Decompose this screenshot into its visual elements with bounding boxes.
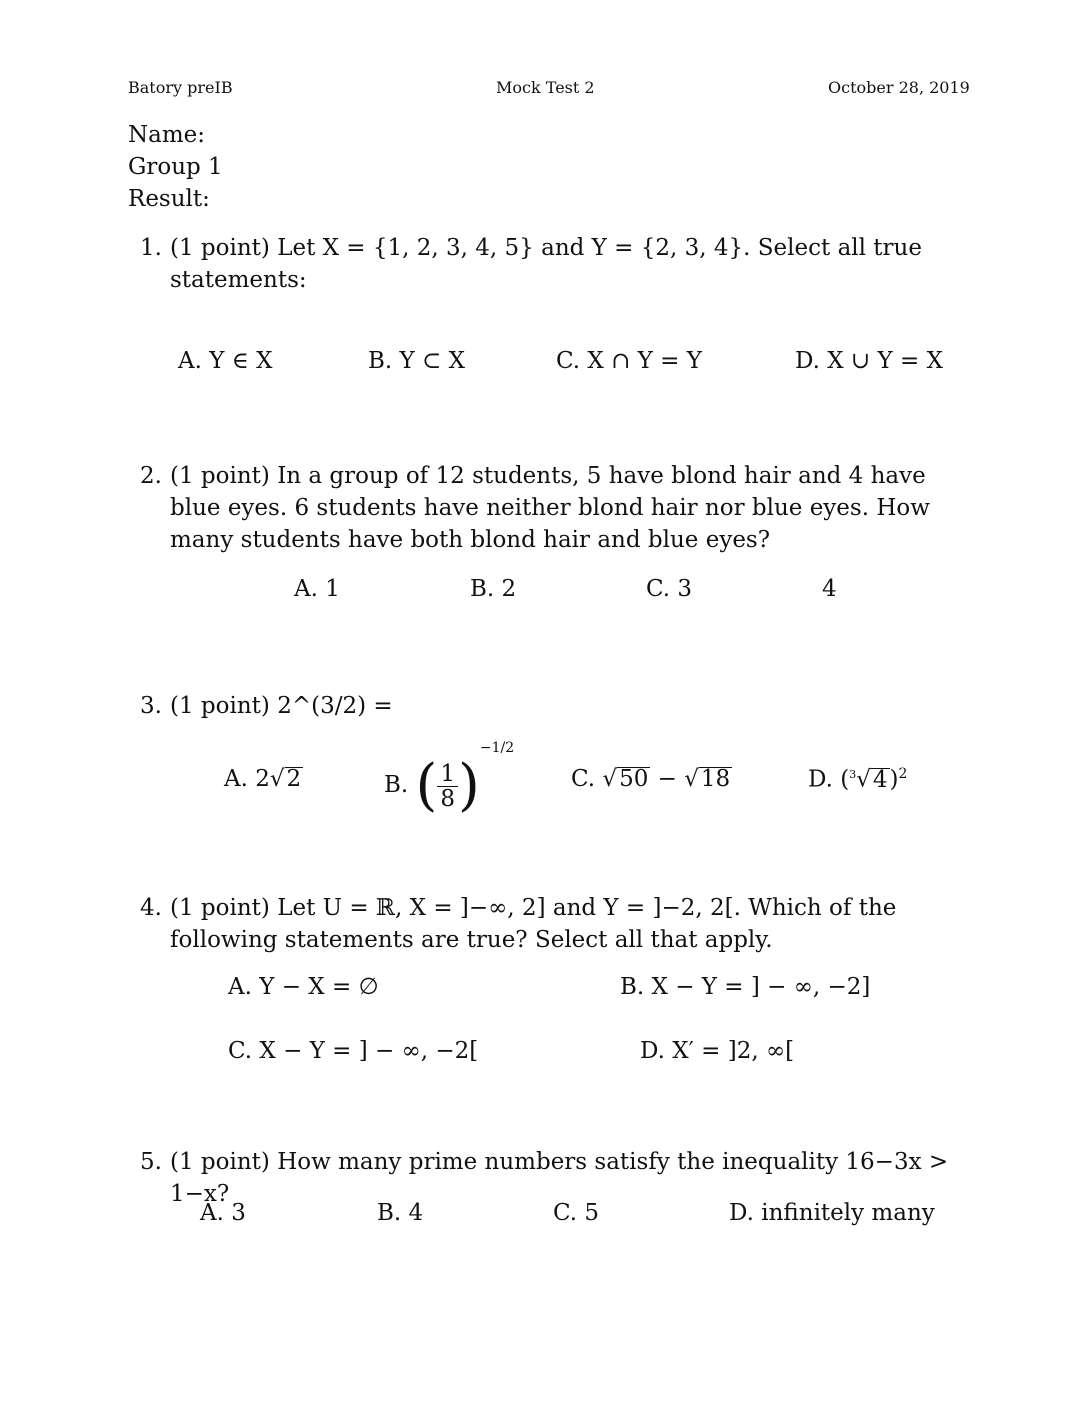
question-points: (1 point): [170, 1149, 270, 1175]
question-text: Let X = {1, 2, 3, 4, 5} and Y = {2, 3, 4}. Select all true statements:: [170, 235, 922, 293]
q3-option-c[interactable]: C. √50 − √18: [571, 766, 731, 792]
q5-option-d[interactable]: D. infinitely many: [729, 1200, 935, 1226]
q3-option-a[interactable]: A. 2√2: [224, 766, 302, 792]
header-title: Mock Test 2: [496, 78, 595, 97]
q1-option-d[interactable]: D. X ∪ Y = X: [795, 348, 943, 374]
sqrt-symbol: √: [269, 766, 285, 792]
fraction: $\frac{1}{8}$: [437, 762, 458, 811]
sqrt-symbol: √: [602, 766, 618, 792]
sqrt-symbol: √: [856, 766, 871, 793]
header-date: October 28, 2019: [828, 78, 970, 97]
question-number: 2.: [140, 463, 162, 489]
question-number: 5.: [140, 1149, 162, 1175]
sqrt-symbol: √: [684, 766, 699, 792]
q4-option-b[interactable]: B. X − Y = ] − ∞, −2]: [620, 974, 871, 1000]
q2-option-c[interactable]: C. 3: [646, 576, 693, 602]
name-label: Name:: [128, 122, 206, 148]
question-points: (1 point): [170, 235, 270, 261]
result-label: Result:: [128, 186, 210, 212]
question-expression: 2^(3/2) =: [277, 693, 393, 719]
group-label: Group 1: [128, 154, 223, 180]
q1-option-c[interactable]: C. X ∩ Y = Y: [556, 348, 702, 374]
question-text: How many prime numbers satisfy the inequality 16−3x > 1−x?: [170, 1149, 949, 1207]
paren-close: ): [458, 753, 480, 818]
q2-option-d[interactable]: 4: [822, 576, 837, 602]
question-2: [140, 460, 962, 556]
q5-option-c[interactable]: C. 5: [553, 1200, 600, 1226]
q5-option-b[interactable]: B. 4: [377, 1200, 424, 1226]
question-3: [140, 690, 962, 722]
question-points: (1 point): [170, 895, 270, 921]
question-4: [140, 892, 962, 956]
q3-option-b[interactable]: B. ( $\frac{1}{8}$ )$^{-1/2}$: [384, 740, 515, 818]
paren-open: (: [415, 753, 438, 818]
question-1: [140, 232, 962, 296]
question-points: (1 point): [170, 463, 270, 489]
question-number: 1.: [140, 235, 162, 261]
q1-option-b[interactable]: B. Y ⊂ X: [368, 348, 465, 374]
header-school: Batory preIB: [128, 78, 233, 97]
question-points: (1 point): [170, 693, 270, 719]
q2-option-b[interactable]: B. 2: [470, 576, 517, 602]
question-number: 3.: [140, 693, 162, 719]
q4-option-d[interactable]: D. X′ = ]2, ∞[: [640, 1038, 795, 1064]
q5-option-a[interactable]: A. 3: [200, 1200, 246, 1226]
question-number: 4.: [140, 895, 162, 921]
q2-option-a[interactable]: A. 1: [294, 576, 340, 602]
q3-option-d[interactable]: D. $(^3√4)^2$: [808, 766, 908, 793]
q4-option-a[interactable]: A. Y − X = ∅: [228, 974, 379, 1000]
question-text: In a group of 12 students, 5 have blond hair and 4 have blue eyes. 6 students have neither blond hair nor blue eyes. How many students have both blond hair and blue eyes?: [170, 463, 930, 553]
q1-option-a[interactable]: A. Y ∈ X: [178, 348, 273, 374]
question-text: Let U = ℝ, X = ]−∞, 2] and Y = ]−2, 2[. Which of the following statements are true? Select all that apply.: [170, 895, 897, 953]
q4-option-c[interactable]: C. X − Y = ] − ∞, −2[: [228, 1038, 479, 1064]
